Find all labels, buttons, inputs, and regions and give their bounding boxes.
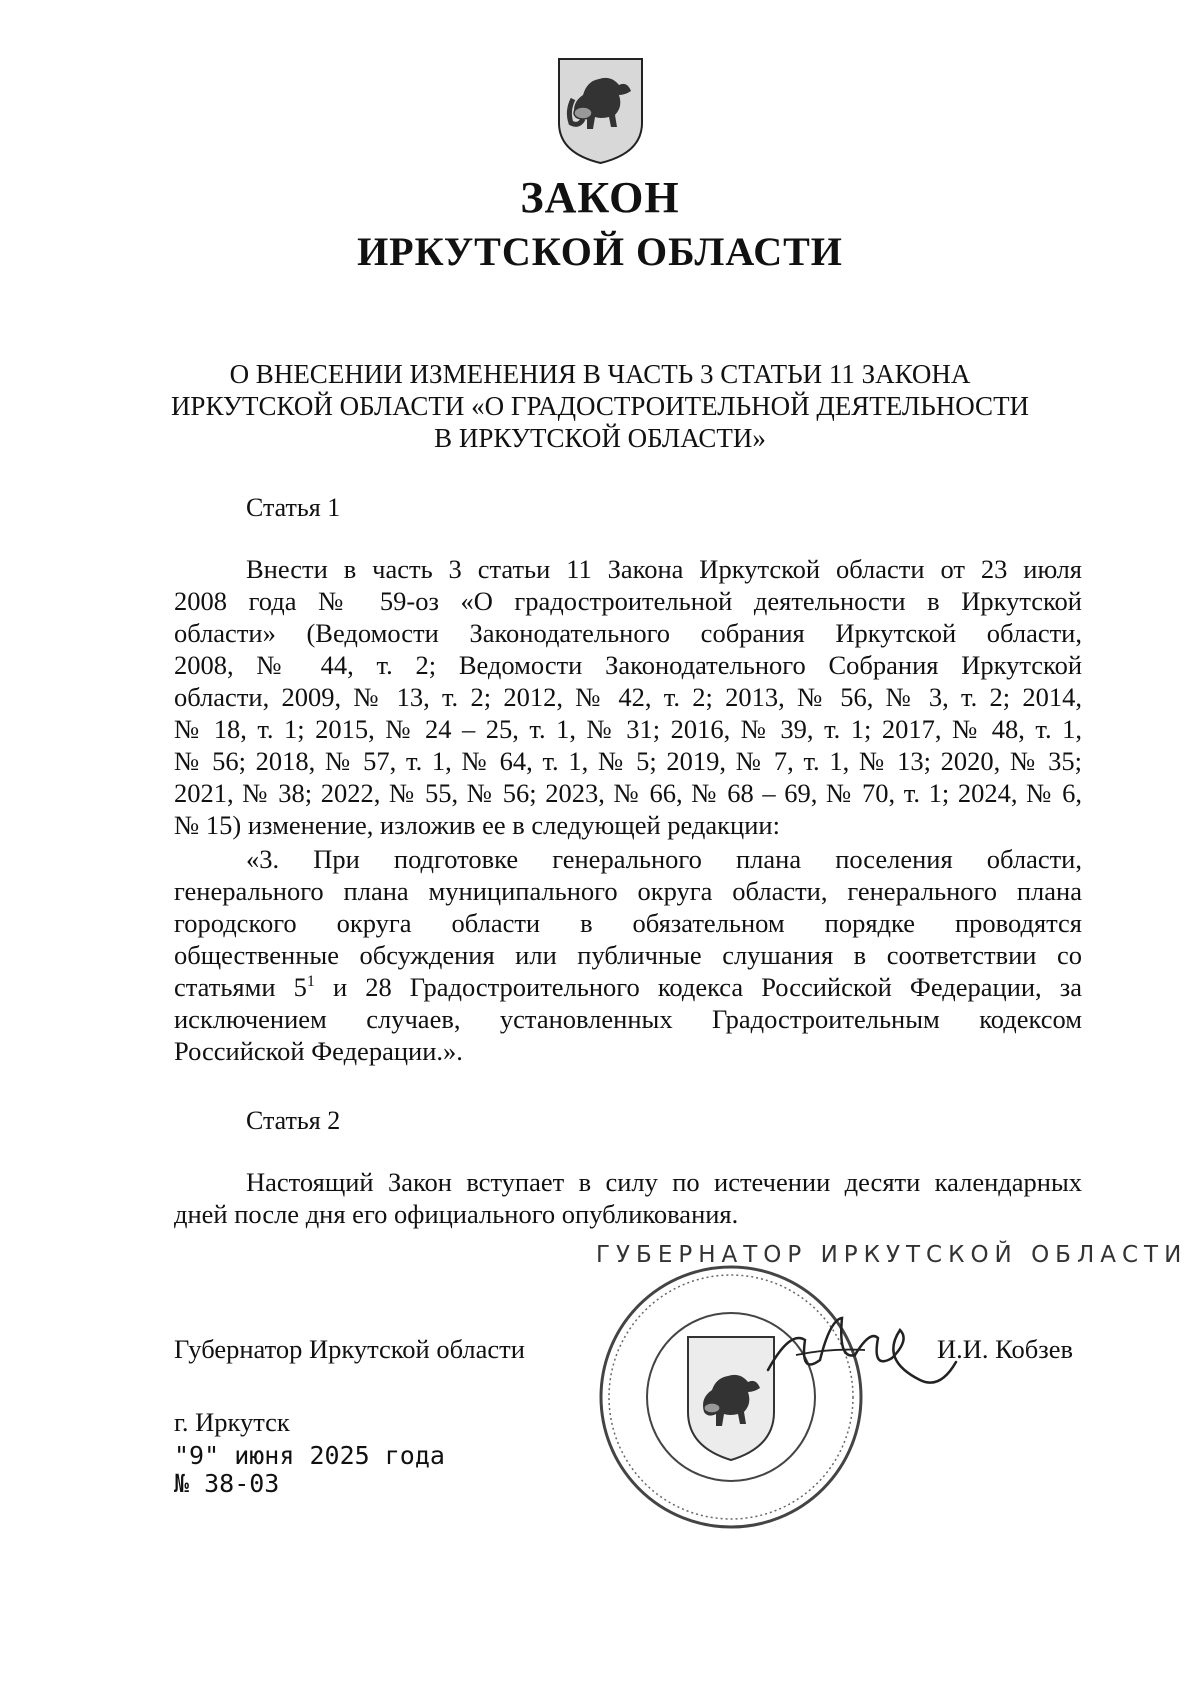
subject-line: О ВНЕСЕНИИ ИЗМЕНЕНИЯ В ЧАСТЬ 3 СТАТЬИ 11 ЗАКОНА <box>229 359 971 389</box>
text-line: 2008, № 44, т. 2; Ведомости Законодательного Собрания Иркутской <box>174 650 1082 680</box>
text-line: № 18, т. 1; 2015, № 24 – 25, т. 1, № 31; 2016, № 39, т. 1; 2017, № 48, т. 1, <box>174 714 1082 744</box>
article-2-heading: Статья 2 <box>246 1106 341 1135</box>
text-line: исключением случаев, установленных Градостроительным кодексом <box>174 1004 1082 1034</box>
text-line: Настоящий Закон вступает в силу по истечении десяти календарных <box>246 1167 1082 1197</box>
law-region-title: ИРКУТСКОЙ ОБЛАСТИ <box>357 229 843 274</box>
article-1-heading: Статья 1 <box>246 493 341 522</box>
text-line: 2021, № 38; 2022, № 55, № 56; 2023, № 66, № 68 – 69, № 70, т. 1; 2024, № 6, <box>174 778 1082 808</box>
text-line: 2008 года № 59-оз «О градостроительной деятельности в Иркутской <box>174 586 1082 616</box>
signatory-position: Губернатор Иркутской области <box>174 1334 525 1364</box>
signature-icon <box>760 1300 960 1410</box>
text-line: области, 2009, № 13, т. 2; 2012, № 42, т. 2; 2013, № 56, № 3, т. 2; 2014, <box>174 682 1082 712</box>
signing-date: "9" июня 2025 года <box>174 1441 445 1470</box>
article-2-text <box>174 1166 1082 1230</box>
text-line: № 56; 2018, № 57, т. 1, № 64, т. 1, № 5; 2019, № 7, т. 1, № 13; 2020, № 35; <box>174 746 1082 776</box>
coat-of-arms-icon <box>553 55 648 167</box>
signatory-name: И.И. Кобзев <box>937 1334 1073 1364</box>
text-line: области» (Ведомости Законодательного собрания Иркутской области, <box>174 618 1082 648</box>
law-subject <box>150 358 1050 454</box>
subject-line: ИРКУТСКОЙ ОБЛАСТИ «О ГРАДОСТРОИТЕЛЬНОЙ ДЕЯТЕЛЬНОСТИ <box>170 391 1030 421</box>
law-title: ЗАКОН <box>520 173 680 222</box>
amendment-quote <box>174 843 1082 1067</box>
subject-line: В ИРКУТСКОЙ ОБЛАСТИ» <box>434 423 766 453</box>
seal-text: ГУБЕРНАТОР ИРКУТСКОЙ ОБЛАСТИ <box>596 1242 1188 1268</box>
article-1-text <box>174 553 1082 841</box>
text-line: генерального плана муниципального округа области, генерального плана <box>174 876 1082 906</box>
text-line: «3. При подготовке генерального плана поселения области, <box>246 844 1082 874</box>
text-line: дней после дня его официального опубликования. <box>174 1199 739 1229</box>
signing-place: г. Иркутск <box>174 1407 290 1437</box>
text-fragment: и 28 Градостроительного кодекса Российской Федерации, за <box>314 972 1082 1002</box>
text-line: общественные обсуждения или публичные слушания в соответствии со <box>174 940 1082 970</box>
text-line: Внести в часть 3 статьи 11 Закона Иркутской области от 23 июля <box>246 554 1082 584</box>
text-line: городского округа области в обязательном порядке проводятся <box>174 908 1082 938</box>
text-line: Российской Федерации.». <box>174 1036 463 1066</box>
text-line <box>174 971 1082 1003</box>
law-number: № 38-03 <box>174 1469 280 1498</box>
text-line: № 15) изменение, изложив ее в следующей редакции: <box>174 810 780 840</box>
superscript: 1 <box>306 973 315 991</box>
text-fragment: статьями 5 <box>174 972 307 1002</box>
